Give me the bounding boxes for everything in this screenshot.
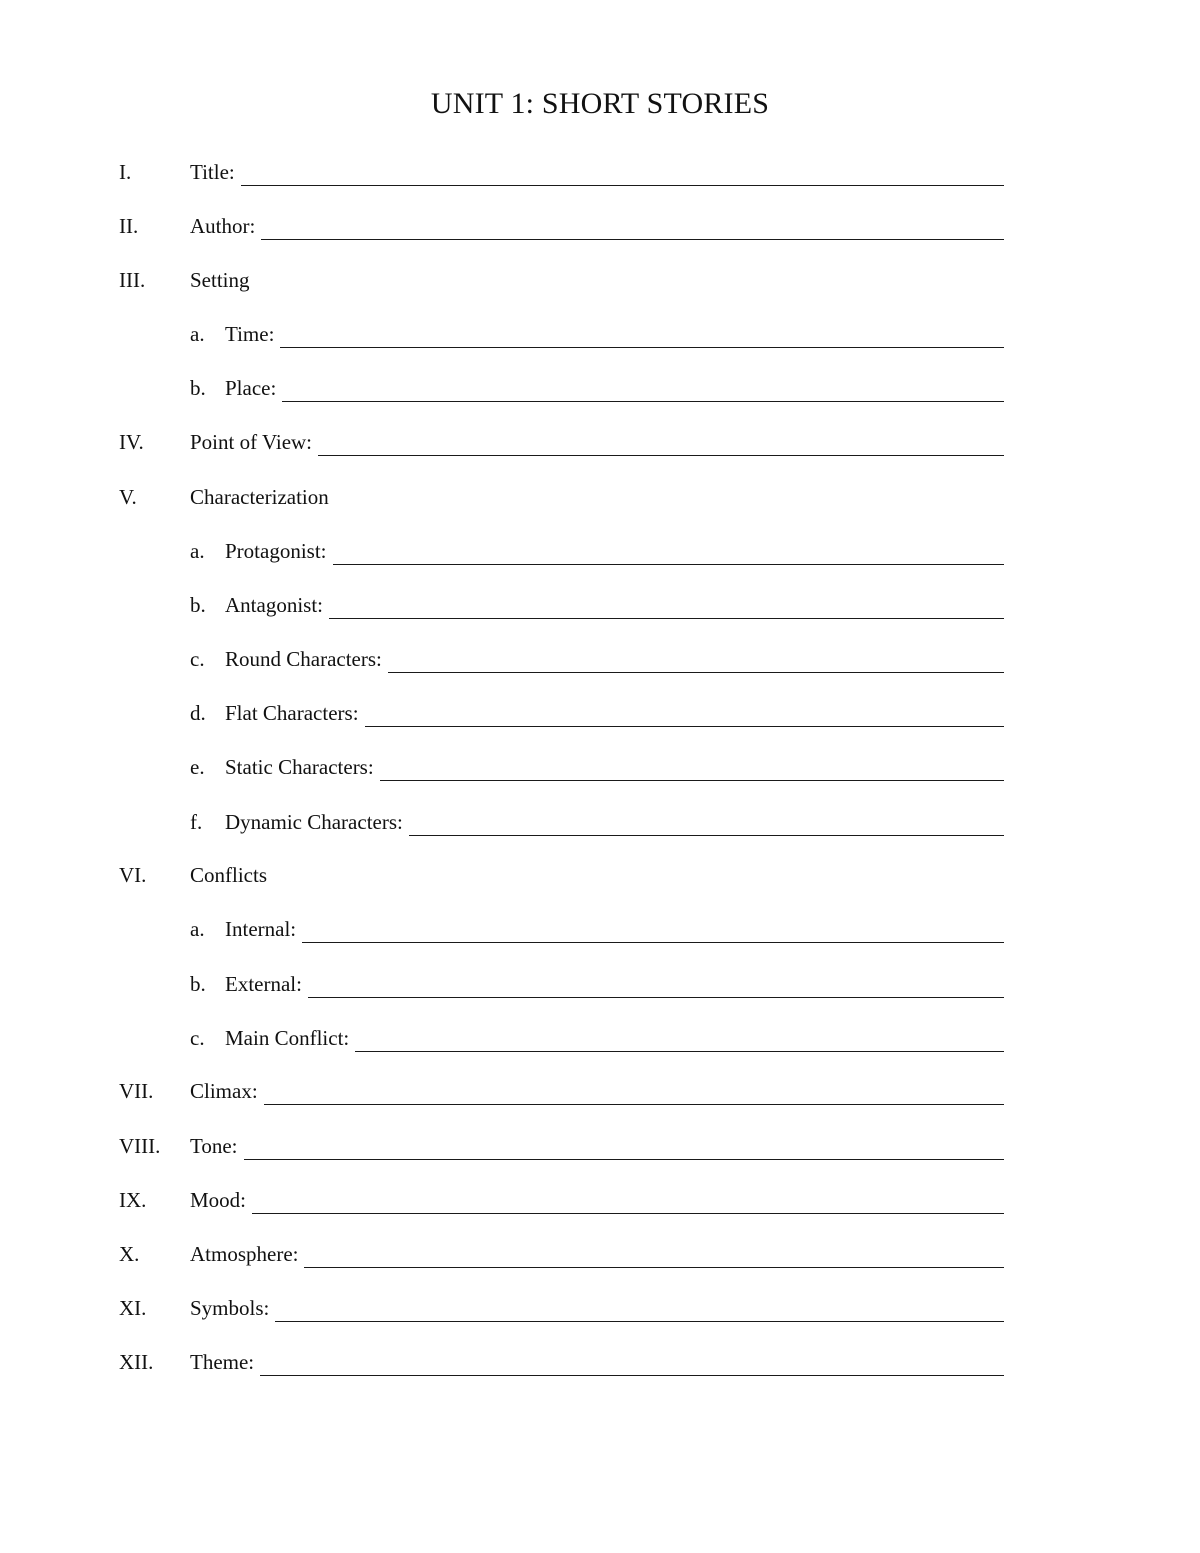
item-symbols-row xyxy=(0,1292,1200,1324)
item-author-row xyxy=(0,210,1200,242)
subitem-place-row xyxy=(0,372,1200,404)
static-characters-blank-line[interactable] xyxy=(380,780,1004,781)
internal-blank-line[interactable] xyxy=(302,942,1004,943)
subitem-letter: c. xyxy=(190,1026,205,1050)
item-atmosphere-row xyxy=(0,1238,1200,1270)
item-conflicts-row xyxy=(0,859,1200,891)
subitem-letter: b. xyxy=(190,593,206,617)
item-numeral: II. xyxy=(119,214,139,238)
section-heading: Conflicts xyxy=(190,863,267,887)
item-label: Atmosphere: xyxy=(190,1242,299,1266)
item-label: Symbols: xyxy=(190,1296,270,1320)
item-numeral: VIII. xyxy=(119,1134,161,1158)
flat-characters-blank-line[interactable] xyxy=(365,726,1004,727)
item-title-row xyxy=(0,156,1200,188)
subitem-letter: d. xyxy=(190,701,206,725)
subitem-label: Place: xyxy=(225,376,277,400)
subitem-round-characters-row xyxy=(0,643,1200,675)
subitem-internal-row xyxy=(0,913,1200,945)
tone-blank-line[interactable] xyxy=(244,1159,1004,1160)
subitem-external-row xyxy=(0,968,1200,1000)
page-title: UNIT 1: SHORT STORIES xyxy=(430,87,770,120)
item-label: Climax: xyxy=(190,1079,258,1103)
subitem-static-characters-row xyxy=(0,751,1200,783)
item-label: Mood: xyxy=(190,1188,247,1212)
item-numeral: VII. xyxy=(119,1079,154,1103)
item-mood-row xyxy=(0,1184,1200,1216)
item-label: Tone: xyxy=(190,1134,238,1158)
item-label: Point of View: xyxy=(190,430,313,454)
subitem-label: External: xyxy=(225,972,302,996)
subitem-label: Static Characters: xyxy=(225,755,374,779)
subitem-protagonist-row xyxy=(0,535,1200,567)
section-heading: Characterization xyxy=(190,485,329,509)
point-of-view-blank-line[interactable] xyxy=(318,455,1004,456)
subitem-main-conflict-row xyxy=(0,1022,1200,1054)
item-characterization-row xyxy=(0,481,1200,513)
subitem-letter: b. xyxy=(190,972,206,996)
item-numeral: IV. xyxy=(119,430,144,454)
subitem-letter: a. xyxy=(190,322,205,346)
external-blank-line[interactable] xyxy=(308,997,1004,998)
subitem-letter: c. xyxy=(190,647,205,671)
subitem-letter: a. xyxy=(190,539,205,563)
climax-blank-line[interactable] xyxy=(264,1104,1004,1105)
subitem-antagonist-row xyxy=(0,589,1200,621)
item-numeral: VI. xyxy=(119,863,147,887)
theme-blank-line[interactable] xyxy=(260,1375,1004,1376)
symbols-blank-line[interactable] xyxy=(275,1321,1004,1322)
protagonist-blank-line[interactable] xyxy=(333,564,1004,565)
subitem-dynamic-characters-row xyxy=(0,806,1200,838)
subitem-label: Internal: xyxy=(225,917,297,941)
item-numeral: III. xyxy=(119,268,146,292)
subitem-label: Dynamic Characters: xyxy=(225,810,403,834)
title-blank-line[interactable] xyxy=(241,185,1004,186)
subitem-label: Round Characters: xyxy=(225,647,382,671)
antagonist-blank-line[interactable] xyxy=(329,618,1004,619)
place-blank-line[interactable] xyxy=(282,401,1004,402)
round-characters-blank-line[interactable] xyxy=(388,672,1004,673)
subitem-letter: e. xyxy=(190,755,205,779)
item-label: Theme: xyxy=(190,1350,255,1374)
time-blank-line[interactable] xyxy=(280,347,1004,348)
subitem-label: Protagonist: xyxy=(225,539,327,563)
item-label: Author: xyxy=(190,214,256,238)
subitem-flat-characters-row xyxy=(0,697,1200,729)
item-theme-row xyxy=(0,1346,1200,1378)
item-numeral: X. xyxy=(119,1242,140,1266)
subitem-label: Main Conflict: xyxy=(225,1026,350,1050)
item-numeral: XI. xyxy=(119,1296,147,1320)
item-label: Title: xyxy=(190,160,235,184)
item-numeral: I. xyxy=(119,160,132,184)
subitem-label: Flat Characters: xyxy=(225,701,359,725)
item-numeral: XII. xyxy=(119,1350,154,1374)
item-setting-row xyxy=(0,264,1200,296)
section-heading: Setting xyxy=(190,268,250,292)
subitem-time-row xyxy=(0,318,1200,350)
main-conflict-blank-line[interactable] xyxy=(355,1051,1004,1052)
item-tone-row xyxy=(0,1130,1200,1162)
subitem-letter: b. xyxy=(190,376,206,400)
item-climax-row xyxy=(0,1075,1200,1107)
subitem-letter: f. xyxy=(190,810,203,834)
subitem-label: Antagonist: xyxy=(225,593,323,617)
dynamic-characters-blank-line[interactable] xyxy=(409,835,1004,836)
author-blank-line[interactable] xyxy=(261,239,1004,240)
item-numeral: IX. xyxy=(119,1188,147,1212)
subitem-letter: a. xyxy=(190,917,205,941)
item-point-of-view-row xyxy=(0,426,1200,458)
mood-blank-line[interactable] xyxy=(252,1213,1004,1214)
subitem-label: Time: xyxy=(225,322,275,346)
atmosphere-blank-line[interactable] xyxy=(304,1267,1004,1268)
item-numeral: V. xyxy=(119,485,137,509)
